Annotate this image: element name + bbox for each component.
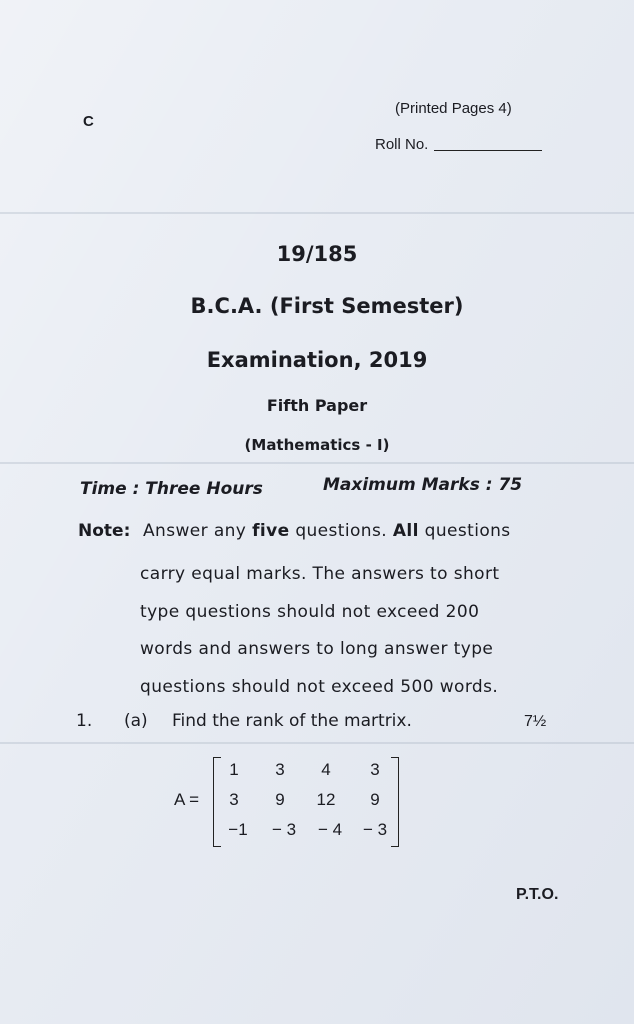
matrix-cell: − 4	[317, 820, 343, 839]
fold-crease	[0, 462, 634, 464]
series-code: C	[83, 113, 94, 130]
matrix-cell: − 3	[271, 820, 297, 839]
note-line: words and answers to long answer type	[140, 639, 494, 659]
paper-name: Fifth Paper	[266, 396, 368, 415]
note-line	[143, 521, 511, 541]
please-turn-over: P.T.O.	[516, 886, 559, 903]
course-title: B.C.A. (First Semester)	[190, 294, 464, 318]
matrix-cell: 4	[321, 760, 331, 779]
matrix-cell: 3	[275, 760, 285, 779]
matrix-cell: 9	[275, 790, 285, 809]
note-text: questions.	[289, 521, 393, 541]
question-text: Find the rank of the martrix.	[172, 711, 412, 731]
note-line: type questions should not exceed 200	[140, 602, 480, 622]
matrix-cell: 9	[370, 790, 380, 809]
printed-pages: (Printed Pages 4)	[395, 100, 512, 117]
matrix-cell: 3	[370, 760, 380, 779]
matrix-cell: −1	[228, 820, 248, 839]
note-label: Note:	[78, 521, 131, 541]
note-emphasis: All	[392, 521, 419, 541]
matrix-cell: 3	[229, 790, 239, 809]
maximum-marks: Maximum Marks : 75	[323, 475, 523, 495]
roll-no	[375, 136, 542, 153]
note-line: carry equal marks. The answers to short	[140, 564, 500, 584]
roll-no-label: Roll No.	[375, 136, 429, 153]
examination-title: Examination, 2019	[206, 348, 428, 372]
note-emphasis: five	[252, 521, 290, 541]
note-text: Answer any	[143, 521, 253, 541]
fold-crease	[0, 742, 634, 744]
time-allowed: Time : Three Hours	[80, 479, 263, 499]
note-text: questions	[418, 521, 511, 541]
matrix-cell: 12	[316, 790, 336, 809]
paper-code: 19/185	[276, 242, 358, 266]
roll-no-blank	[434, 150, 542, 151]
question-part: (a)	[124, 711, 148, 731]
question-number: 1.	[76, 711, 93, 731]
fold-crease	[0, 212, 634, 214]
question-marks: 7½	[524, 713, 547, 730]
note-line: questions should not exceed 500 words.	[140, 677, 499, 697]
subject-name: (Mathematics - I)	[244, 436, 390, 454]
matrix-cell: 1	[229, 760, 239, 779]
matrix-cell: − 3	[362, 820, 388, 839]
matrix-label: A =	[174, 790, 200, 809]
